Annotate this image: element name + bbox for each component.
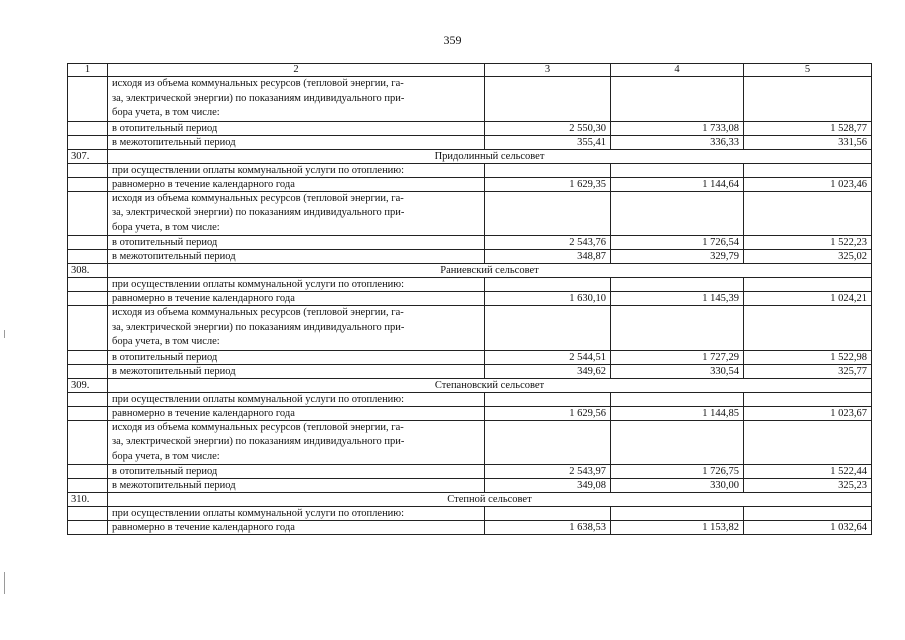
section-title: Степановский сельсовет: [108, 378, 872, 392]
value-col-5: 1 522,98: [744, 350, 872, 364]
row-description: при осуществлении оплаты коммунальной услуги по отоплению:: [108, 278, 485, 292]
value-col-4: 336,33: [611, 135, 744, 149]
header-col-4: 4: [611, 64, 744, 77]
value-col-3: [485, 163, 611, 177]
value-col-3: [485, 77, 611, 122]
table-row: [68, 77, 872, 122]
table-row: [68, 420, 872, 465]
table-row: [68, 479, 872, 493]
row-number: [68, 364, 108, 378]
row-number: [68, 292, 108, 306]
value-col-4: 1 733,08: [611, 121, 744, 135]
row-number: 308.: [68, 264, 108, 278]
description-line: бора учета, в том числе:: [112, 336, 220, 347]
value-col-4: 1 726,75: [611, 465, 744, 479]
description-line: исходя из объема коммунальных ресурсов (тепловой энергии, га-: [112, 78, 404, 89]
value-col-4: 1 727,29: [611, 350, 744, 364]
section-title: Придолинный сельсовет: [108, 149, 872, 163]
value-col-3: 1 638,53: [485, 521, 611, 535]
row-description: равномерно в течение календарного года: [108, 177, 485, 191]
tariff-table: [67, 63, 872, 535]
table-row: [68, 493, 872, 507]
description-line: исходя из объема коммунальных ресурсов (тепловой энергии, га-: [112, 421, 404, 433]
value-col-4: [611, 306, 744, 351]
row-description: равномерно в течение календарного года: [108, 406, 485, 420]
row-number: [68, 121, 108, 135]
value-col-3: [485, 191, 611, 236]
value-col-4: 1 145,39: [611, 292, 744, 306]
value-col-5: [744, 191, 872, 236]
description-line: за, электрической энергии) по показаниям индивидуального при-: [112, 92, 405, 104]
row-description: [108, 77, 485, 122]
value-col-5: [744, 507, 872, 521]
row-number: [68, 306, 108, 351]
row-number: [68, 465, 108, 479]
description-line: исходя из объема коммунальных ресурсов (тепловой энергии, га-: [112, 307, 404, 318]
row-description: [108, 420, 485, 465]
row-number: [68, 177, 108, 191]
table-row: [68, 392, 872, 406]
header-col-5: 5: [744, 64, 872, 77]
value-col-4: [611, 420, 744, 465]
row-number: [68, 507, 108, 521]
value-col-3: 1 629,56: [485, 406, 611, 420]
value-col-4: 330,54: [611, 364, 744, 378]
value-col-4: [611, 77, 744, 122]
description-line: бора учета, в том числе:: [112, 107, 220, 118]
value-col-4: [611, 191, 744, 236]
row-description: в межотопительный период: [108, 135, 485, 149]
row-description: в межотопительный период: [108, 364, 485, 378]
value-col-3: 2 544,51: [485, 350, 611, 364]
table-row: [68, 350, 872, 364]
table-row: [68, 364, 872, 378]
row-description: при осуществлении оплаты коммунальной услуги по отоплению:: [108, 163, 485, 177]
value-col-4: 1 726,54: [611, 236, 744, 250]
page-number: 359: [443, 33, 462, 47]
table-row: [68, 177, 872, 191]
value-col-4: [611, 278, 744, 292]
row-description: [108, 306, 485, 351]
row-number: [68, 406, 108, 420]
row-number: 307.: [68, 149, 108, 163]
value-col-4: [611, 507, 744, 521]
value-col-5: 331,56: [744, 135, 872, 149]
value-col-3: [485, 507, 611, 521]
row-description: равномерно в течение календарного года: [108, 292, 485, 306]
value-col-5: 325,02: [744, 250, 872, 264]
value-col-4: 1 144,64: [611, 177, 744, 191]
value-col-5: 1 023,46: [744, 177, 872, 191]
value-col-5: 1 528,77: [744, 121, 872, 135]
value-col-3: [485, 420, 611, 465]
value-col-3: 355,41: [485, 135, 611, 149]
value-col-3: 1 630,10: [485, 292, 611, 306]
row-number: [68, 350, 108, 364]
table-row: [68, 406, 872, 420]
table-row: [68, 149, 872, 163]
row-number: [68, 163, 108, 177]
value-col-3: [485, 306, 611, 351]
value-col-5: 1 522,23: [744, 236, 872, 250]
row-description: [108, 191, 485, 236]
section-title: Степной сельсовет: [108, 493, 872, 507]
value-col-5: [744, 163, 872, 177]
row-number: [68, 521, 108, 535]
table-row: [68, 378, 872, 392]
scan-margin-mark: [4, 572, 5, 594]
row-number: 310.: [68, 493, 108, 507]
table-row: [68, 278, 872, 292]
value-col-5: [744, 420, 872, 465]
table-row: [68, 135, 872, 149]
value-col-3: 348,87: [485, 250, 611, 264]
scan-margin-mark: [4, 330, 5, 338]
value-col-5: 325,23: [744, 479, 872, 493]
value-col-4: 329,79: [611, 250, 744, 264]
value-col-3: 2 543,76: [485, 236, 611, 250]
row-number: [68, 236, 108, 250]
value-col-4: 330,00: [611, 479, 744, 493]
row-number: [68, 191, 108, 236]
value-col-5: 1 023,67: [744, 406, 872, 420]
header-col-2: 2: [108, 64, 485, 77]
value-col-5: [744, 306, 872, 351]
row-description: в отопительный период: [108, 465, 485, 479]
row-description: равномерно в течение календарного года: [108, 521, 485, 535]
value-col-3: 349,08: [485, 479, 611, 493]
value-col-3: 349,62: [485, 364, 611, 378]
table-row: [68, 465, 872, 479]
value-col-5: 325,77: [744, 364, 872, 378]
value-col-4: [611, 163, 744, 177]
value-col-5: [744, 77, 872, 122]
description-line: за, электрической энергии) по показаниям индивидуального при-: [112, 436, 405, 447]
table-row: [68, 163, 872, 177]
row-description: в межотопительный период: [108, 250, 485, 264]
table-row: [68, 236, 872, 250]
value-col-3: 2 543,97: [485, 465, 611, 479]
row-description: при осуществлении оплаты коммунальной услуги по отоплению:: [108, 507, 485, 521]
table-row: [68, 264, 872, 278]
row-description: в межотопительный период: [108, 479, 485, 493]
row-number: [68, 250, 108, 264]
table-row: [68, 191, 872, 236]
value-col-5: 1 522,44: [744, 465, 872, 479]
table-row: [68, 250, 872, 264]
value-col-3: 1 629,35: [485, 177, 611, 191]
value-col-5: 1 024,21: [744, 292, 872, 306]
description-line: исходя из объема коммунальных ресурсов (тепловой энергии, га-: [112, 192, 404, 204]
row-number: [68, 420, 108, 465]
value-col-4: [611, 392, 744, 406]
value-col-5: [744, 392, 872, 406]
description-line: за, электрической энергии) по показаниям индивидуального при-: [112, 207, 405, 218]
header-col-1: 1: [68, 64, 108, 77]
value-col-4: 1 144,85: [611, 406, 744, 420]
header-col-3: 3: [485, 64, 611, 77]
value-col-3: [485, 392, 611, 406]
value-col-3: 2 550,30: [485, 121, 611, 135]
table-row: [68, 507, 872, 521]
description-line: за, электрической энергии) по показаниям индивидуального при-: [112, 321, 405, 333]
section-title: Раниевский сельсовет: [108, 264, 872, 278]
value-col-4: 1 153,82: [611, 521, 744, 535]
table-header-row: [68, 64, 872, 77]
value-col-3: [485, 278, 611, 292]
table-row: [68, 292, 872, 306]
table-row: [68, 121, 872, 135]
table-row: [68, 521, 872, 535]
row-number: [68, 392, 108, 406]
value-col-5: 1 032,64: [744, 521, 872, 535]
row-description: в отопительный период: [108, 236, 485, 250]
row-number: [68, 479, 108, 493]
row-number: 309.: [68, 378, 108, 392]
row-number: [68, 77, 108, 122]
row-number: [68, 278, 108, 292]
description-line: бора учета, в том числе:: [112, 221, 220, 233]
row-description: при осуществлении оплаты коммунальной услуги по отоплению:: [108, 392, 485, 406]
value-col-5: [744, 278, 872, 292]
row-description: в отопительный период: [108, 121, 485, 135]
description-line: бора учета, в том числе:: [112, 450, 220, 462]
row-description: в отопительный период: [108, 350, 485, 364]
table-row: [68, 306, 872, 351]
row-number: [68, 135, 108, 149]
table-body: [68, 64, 872, 535]
